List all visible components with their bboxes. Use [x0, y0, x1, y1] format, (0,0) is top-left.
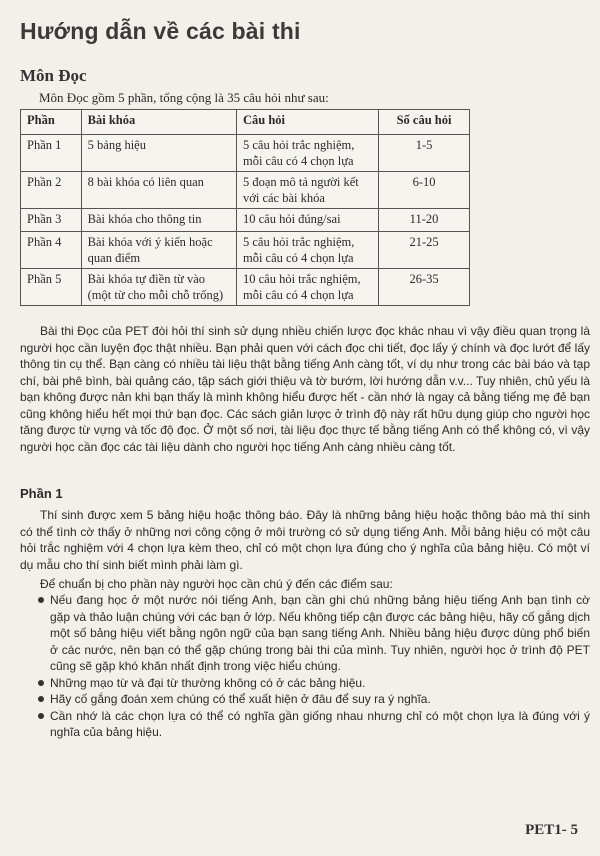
table-cell: Phần 4 — [21, 232, 82, 269]
table-cell: 11-20 — [379, 209, 470, 232]
table-header-row — [21, 110, 470, 135]
table-cell: Phần 1 — [21, 135, 82, 172]
reading-parts-table — [20, 109, 470, 306]
table-cell: 21-25 — [379, 232, 470, 269]
table-row — [21, 209, 470, 232]
section-title: Môn Đọc — [20, 66, 87, 85]
header-cell: Phần — [21, 110, 82, 135]
table-cell: 26-35 — [379, 269, 470, 306]
header-cell: Số câu hỏi — [379, 110, 470, 135]
header-cell: Bài khóa — [81, 110, 236, 135]
table-cell: Bài khóa tự điền từ vào (một từ cho mỗi chỗ trống) — [81, 269, 236, 306]
table-row — [21, 172, 470, 209]
table-cell: 8 bài khóa có liên quan — [81, 172, 236, 209]
table-cell: Phần 3 — [21, 209, 82, 232]
table-cell: 5 đoạn mô tả người kết với các bài khóa — [236, 172, 378, 209]
part1-title: Phần 1 — [20, 486, 63, 501]
prep-intro: Để chuẩn bị cho phần này người học cần chú ý đến các điểm sau: — [40, 577, 393, 591]
part1-paragraph: Thí sinh được xem 5 bảng hiệu hoặc thông báo. Đây là những bảng hiệu hoặc thông báo mà thí sinh có thể tình cờ thấy ở những nơi công cộng ở môi trường có sử dụng tiếng Anh. Mỗi bảng hiệu có một câu hỏi trắc nghiệm với 4 chọn lựa kèm theo, chỉ có một chọn lựa đúng cho ý nghĩa của bảng hiệu. Có một ví dụ mẫu cho thí sinh biết mình phải làm gì. — [20, 508, 590, 572]
table-row — [21, 135, 470, 172]
table-cell: 5 câu hỏi trắc nghiệm, mỗi câu có 4 chọn lựa — [236, 232, 378, 269]
table-cell: 10 câu hỏi đúng/sai — [236, 209, 378, 232]
page-title: Hướng dẫn về các bài thi — [20, 18, 301, 44]
tips-list — [20, 592, 590, 741]
list-item: Cần nhớ là các chọn lựa có thể có nghĩa gần giống nhau nhưng chỉ có một chọn lựa là đúng với ý nghĩa của bảng hiệu. — [50, 708, 590, 739]
table-cell: Bài khóa cho thông tin — [81, 209, 236, 232]
table-row — [21, 232, 470, 269]
table-cell: 6-10 — [379, 172, 470, 209]
page-number: PET1- 5 — [525, 822, 578, 838]
table-cell: 5 câu hỏi trắc nghiệm, mỗi câu có 4 chọn lựa — [236, 135, 378, 172]
intro-text: Môn Đọc gồm 5 phần, tổng cộng là 35 câu hỏi như sau: — [39, 90, 329, 105]
list-item: Nếu đang học ở một nước nói tiếng Anh, bạn cần ghi chú những bảng hiệu tiếng Anh bạn tình cờ gặp và thảo luận chúng với các bạn ở lớp. Nếu không tiếp cận được các bảng hiệu, hãy cố gắng dịch một số bảng hiệu viết bằng ngôn ngữ của bạn sang tiếng Anh. Nhiều bảng hiệu được dùng phổ biến ở các nước, nên bạn có thể gặp chúng trong bài thi của mình. Tuy nhiên, người học ở trình độ PET cũng sẽ gặp khó khăn nhất định trong việc hiểu chúng. — [50, 593, 590, 673]
table-cell: Bài khóa với ý kiến hoặc quan điểm — [81, 232, 236, 269]
table-cell: 5 bảng hiệu — [81, 135, 236, 172]
header-cell: Câu hỏi — [236, 110, 378, 135]
reading-strategy-paragraph: Bài thi Đọc của PET đòi hỏi thí sinh sử dụng nhiều chiến lược đọc khác nhau vì vậy điều quan trọng là người học cần luyện đọc thật nhiều. Bạn phải quen với cách đọc chi tiết, đọc lấy ý chính và đọc lướt để lấy thông tin cụ thể. Bạn càng có nhiều tài liệu thật bằng tiếng Anh càng tốt, ví dụ như trong các bài báo và tạp chí, bài phê bình, bài quảng cáo, tập sách giới thiệu và tờ bướm, lời hướng dẫn v.v... Tuy nhiên, chủ yếu là bạn không được nản khi bạn thấy là mình không hiểu được hết - cần nhớ là ngay cả bằng tiếng mẹ đẻ bạn cũng không hiểu hết mọi thứ bạn đọc. Các sách giản lược ở trình độ này rất hữu dụng giúp cho người học tăng được từ vựng và tốc độ đọc. Ở một số nơi, tài liệu đọc thực tế bằng tiếng Anh có thể không có, vì vậy người học cần đọc các tài liệu dành cho người học tiếng Anh càng nhiều càng tốt. — [20, 324, 590, 454]
table-cell: 10 câu hỏi trắc nghiệm, mỗi câu có 4 chọn lựa — [236, 269, 378, 306]
table-cell: Phần 2 — [21, 172, 82, 209]
list-item: Hãy cố gắng đoán xem chúng có thể xuất hiện ở đâu để suy ra ý nghĩa. — [50, 691, 590, 708]
table-row — [21, 269, 470, 306]
table-cell: 1-5 — [379, 135, 470, 172]
table-cell: Phần 5 — [21, 269, 82, 306]
list-item: Những mạo từ và đại từ thường không có ở các bảng hiệu. — [50, 675, 590, 692]
